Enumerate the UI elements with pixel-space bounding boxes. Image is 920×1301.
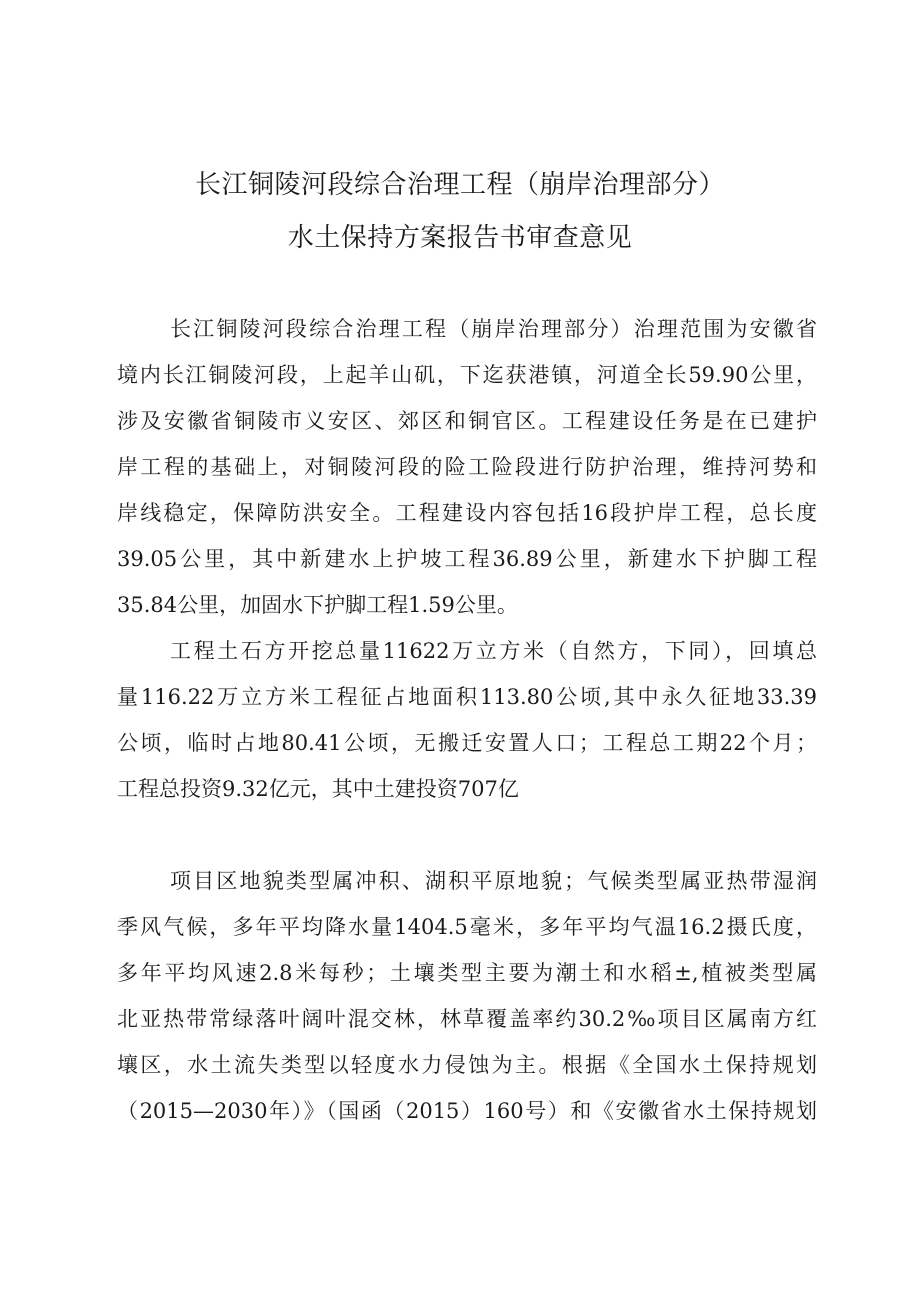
- paragraph-1-line-7: 35.84公里，加固水下护脚工程1.59公里。: [117, 593, 518, 617]
- paragraph-3-line-5: 壤区，水土流失类型以轻度水力侵蚀为主。根据《全国水土保持规划: [117, 1053, 817, 1077]
- paragraph-3-line-4: 北亚热带常绿落叶阔叶混交林，林草覆盖率约30.2‰项目区属南方红: [117, 1007, 817, 1031]
- document-title-line-2: 水土保持方案报告书审查意见: [287, 223, 633, 253]
- paragraph-1-line-2: 境内长江铜陵河段，上起羊山矶，下迄获港镇，河道全长59.90公里，: [117, 363, 817, 387]
- paragraph-3-line-1: 项目区地貌类型属冲积、湖积平原地貌；气候类型属亚热带湿润: [170, 869, 817, 893]
- paragraph-1-line-5: 岸线稳定，保障防洪安全。工程建设内容包括16段护岸工程，总长度: [117, 501, 817, 525]
- paragraph-2-line-4: 工程总投资9.32亿元，其中土建投资707亿: [117, 777, 519, 801]
- paragraph-1-line-4: 岸工程的基础上，对铜陵河段的险工险段进行防护治理，维持河势和: [117, 455, 817, 479]
- paragraph-3-line-3: 多年平均风速2.8米每秒；土壤类型主要为潮土和水稻±,植被类型属: [117, 961, 817, 985]
- paragraph-1-line-3: 涉及安徽省铜陵市义安区、郊区和铜官区。工程建设任务是在已建护: [117, 409, 817, 433]
- paragraph-3-line-6: （2015—2030年）》（国函（2015）160号）和《安徽省水土保持规划: [117, 1099, 817, 1123]
- paragraph-2-line-1: 工程土石方开挖总量11622万立方米（自然方，下同），回填总: [170, 639, 817, 663]
- paragraph-1-line-6: 39.05公里，其中新建水上护坡工程36.89公里，新建水下护脚工程: [117, 547, 817, 571]
- paragraph-2-line-3: 公顷，临时占地80.41公顷，无搬迁安置人口；工程总工期22个月；: [117, 731, 817, 755]
- document-title-line-1: 长江铜陵河段综合治理工程（崩岸治理部分）: [194, 170, 725, 200]
- paragraph-3-line-2: 季风气候，多年平均降水量1404.5毫米，多年平均气温16.2摄氏度，: [117, 915, 817, 939]
- paragraph-1-line-1: 长江铜陵河段综合治理工程（崩岸治理部分）治理范围为安徽省: [170, 317, 817, 341]
- paragraph-2-line-2: 量116.22万立方米工程征占地面积113.80公顷,其中永久征地33.39: [117, 685, 817, 709]
